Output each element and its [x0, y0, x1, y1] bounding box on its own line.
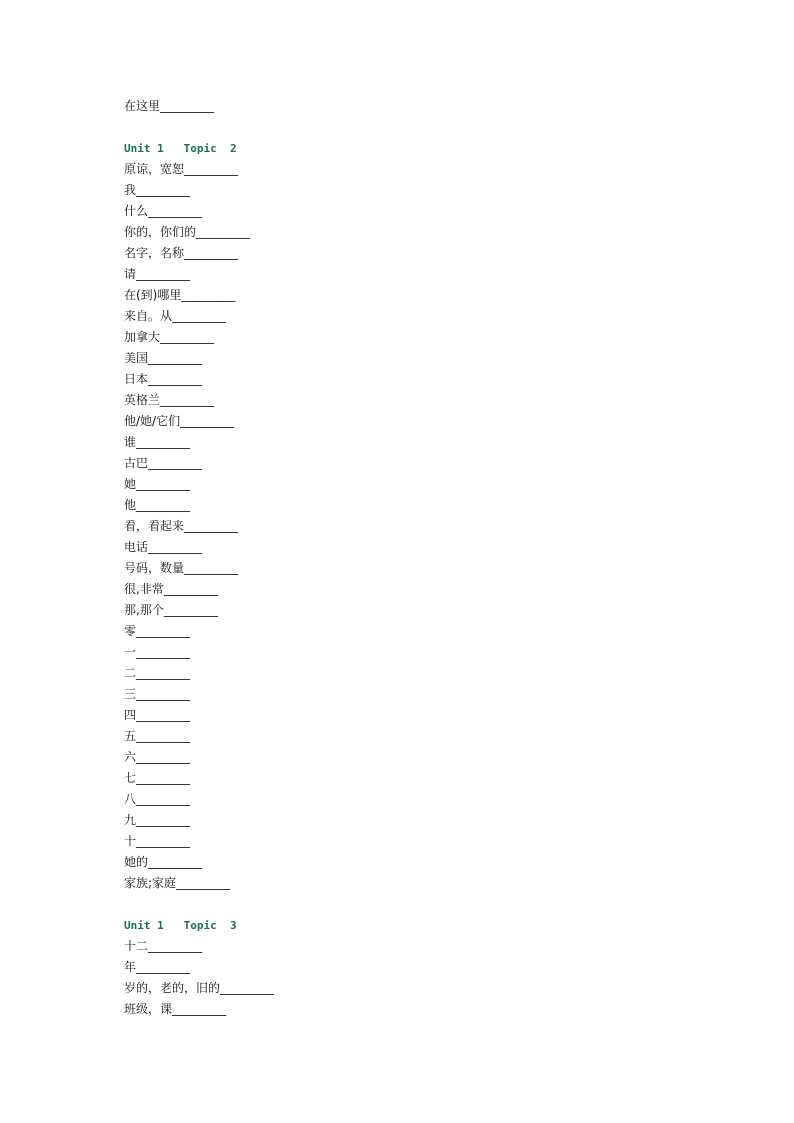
vocab-item: 四_________	[124, 708, 191, 722]
vocab-item: 十二_________	[124, 939, 203, 953]
vocab-item: 你的，你们的_________	[124, 225, 251, 239]
vocab-item: 她的_________	[124, 855, 203, 869]
section-heading: Unit 1 Topic 3	[124, 919, 237, 932]
vocab-item: 电话_________	[124, 540, 203, 554]
spacer	[124, 117, 724, 138]
vocab-item: 二_________	[124, 666, 191, 680]
vocab-item: 十_________	[124, 834, 191, 848]
vocab-item: 他_________	[124, 498, 191, 512]
vocab-item: 来自。从_________	[124, 309, 227, 323]
vocab-item: 她_________	[124, 477, 191, 491]
document-page	[124, 96, 724, 1020]
vocab-item: 家族;家庭_________	[124, 876, 231, 890]
spacer	[124, 894, 724, 915]
vocab-item: 我_________	[124, 183, 191, 197]
vocab-item: 六_________	[124, 750, 191, 764]
vocab-item: 原谅，宽恕_________	[124, 162, 239, 176]
vocab-item: 一_________	[124, 645, 191, 659]
vocab-item: 古巴_________	[124, 456, 203, 470]
vocab-item: 他/她/它们_________	[124, 414, 235, 428]
vocab-item: 岁的，老的，旧的_________	[124, 981, 275, 995]
vocab-item: 号码，数量_________	[124, 561, 239, 575]
vocab-item: 九_________	[124, 813, 191, 827]
vocab-item: 七_________	[124, 771, 191, 785]
vocab-item: 名字，名称_________	[124, 246, 239, 260]
vocab-item: 很,非常_________	[124, 582, 218, 596]
vocab-item: 日本_________	[124, 372, 203, 386]
vocab-item: 加拿大_________	[124, 330, 215, 344]
vocab-item: 什么_________	[124, 204, 203, 218]
vocab-item: 看，看起来_________	[124, 519, 239, 533]
vocab-item: 班级，课_________	[124, 1002, 227, 1016]
vocab-line-top: 在这里_________	[124, 99, 215, 113]
vocab-item: 年_________	[124, 960, 191, 974]
vocab-item: 五_________	[124, 729, 191, 743]
sections	[124, 138, 724, 1020]
vocab-item: 那,那个_________	[124, 603, 218, 617]
section-heading: Unit 1 Topic 2	[124, 142, 237, 155]
vocab-item: 三_________	[124, 687, 191, 701]
vocab-item: 零_________	[124, 624, 191, 638]
vocab-item: 八_________	[124, 792, 191, 806]
vocab-item: 请_________	[124, 267, 191, 281]
vocab-item: 在(到)哪里_________	[124, 288, 236, 302]
vocab-item: 谁_________	[124, 435, 191, 449]
vocab-item: 英格兰_________	[124, 393, 215, 407]
vocab-item: 美国_________	[124, 351, 203, 365]
